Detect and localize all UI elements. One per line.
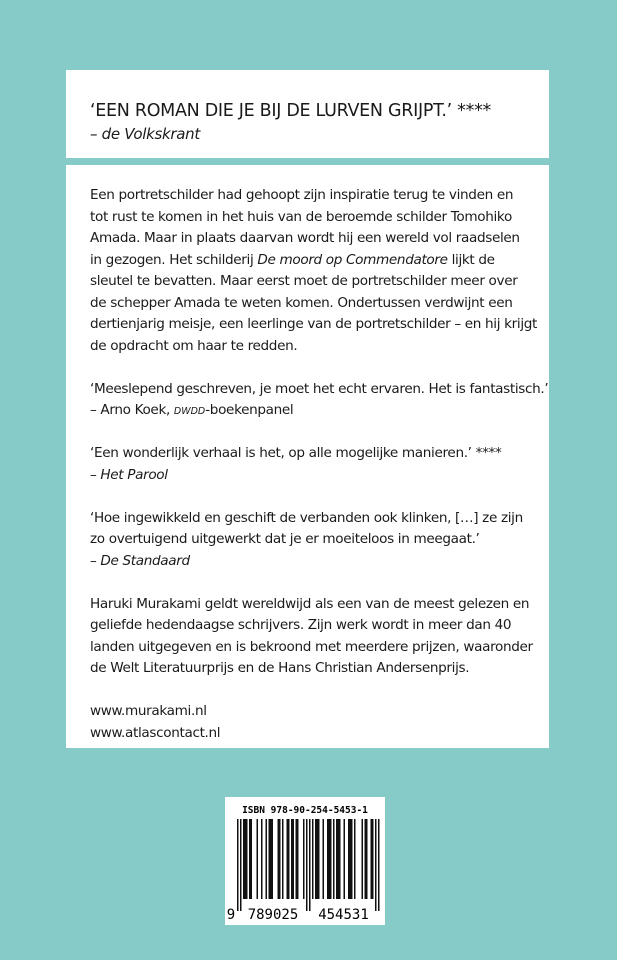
text-segment: ‘Een wonderlijk verhaal is het, op alle mogelijke manieren.’ **** [90,445,502,461]
text-line [90,529,548,551]
blurb-panel [66,165,549,748]
text-line [90,314,548,336]
barcode-bar [333,819,335,899]
barcode-bar [312,819,314,899]
text-segment: Amada. Maar in plaats daarvan wordt hij een wereld vol raadselen [90,230,520,246]
barcode-bar [261,819,263,899]
barcode-bar [365,819,367,899]
blurb-text [90,185,548,744]
barcode-bar [323,819,325,899]
barcode-bar [338,819,340,899]
barcode-bar [278,819,280,899]
barcode-bar [237,819,239,911]
text-segment: ‘Meeslepend geschreven, je moet het echt ervaren. Het is fantastisch.’ [90,380,549,397]
headline-source: – de Volkskrant [90,125,200,143]
text-segment: Het Parool [100,466,168,483]
barcode-bar [317,819,319,899]
barcode-bar [348,819,350,899]
isbn-label: ISBN 978-90-254-5453-1 [242,805,368,816]
text-segment: dertienjarig meisje, een leerlinge van de portretschilder – en hij krijgt [90,316,538,332]
barcode-bar [339,819,341,899]
barcode-bar [315,819,317,899]
text-line [90,443,548,465]
text-segment: de opdracht om haar te redden. [90,337,298,354]
barcode-bar [351,819,353,899]
text-segment: De moord op Commendatore [257,251,448,268]
text-segment: Haruki Murakami geldt wereldwijd als een van de meest gelezen en [90,595,530,612]
text-segment: ‘Hoe ingewikkeld en geschift de verbanden ook klinken, […] ze zijn [90,509,523,526]
blank-line [90,357,548,379]
website-link[interactable]: www.atlascontact.nl [90,724,221,741]
barcode-bar [240,819,242,911]
text-line [90,250,548,272]
barcode-bar [296,819,298,899]
barcode-bar [329,819,331,899]
barcode-bar [282,819,284,899]
text-segment: de Welt Literatuurprijs en de Hans Christian Andersenprijs. [90,660,470,676]
barcode-bar [270,819,272,899]
barcode-digits: 9 [226,907,236,923]
blank-line [90,486,548,508]
barcode-bar [297,819,299,899]
barcode-digits: 454531 [318,907,369,923]
text-segment: – [90,466,101,483]
barcode-bar [330,819,332,899]
barcode-bar [288,819,290,899]
barcode-bar [243,819,245,899]
barcode-bar [306,819,308,911]
text-segment: sleutel te bevatten. Maar eerst moet de portretschilder meer over [90,273,518,289]
barcode-bar [354,819,356,899]
barcode-bar [309,819,311,911]
text-segment: -boekenpanel [205,402,294,418]
text-segment: landen uitgegeven en is bekroond met meerdere prijzen, waaronder [90,638,533,655]
barcode-bar [366,819,368,899]
text-line [90,701,548,723]
blank-line [90,422,548,444]
text-segment: De Standaard [100,552,190,569]
text-line [90,400,548,422]
barcode-bar [375,819,377,911]
text-line [90,615,548,637]
text-segment: – Arno Koek, [90,402,174,418]
barcode-bar [291,819,293,899]
barcode-bar [246,819,248,899]
text-line [90,465,548,487]
barcode-bar [372,819,374,899]
text-line [90,228,548,250]
isbn-barcode [225,797,385,925]
text-segment: de schepper Amada te weten komen. Ondertussen verdwijnt een [90,294,513,311]
text-segment: geliefde hedendaagse schrijvers. Zijn werk wordt in meer dan 40 [90,617,512,633]
barcode-bar [279,819,281,899]
text-segment: in gezogen. Het schilderij [90,251,258,268]
text-segment: DWDD [173,406,206,417]
review-header-panel [66,70,549,158]
barcode-bar [336,819,338,899]
text-line [90,551,548,573]
website-link[interactable]: www.murakami.nl [90,703,207,719]
text-line [90,271,548,293]
text-segment: Een portretschilder had gehoopt zijn inspiratie terug te vinden en [90,187,514,203]
barcode-bar [293,819,295,899]
barcode-bar [272,819,274,899]
text-segment: – [90,552,101,569]
barcode-bar [303,819,305,899]
barcode-bar [371,819,373,899]
text-line [90,594,548,616]
text-line [90,658,548,680]
text-line [90,293,548,315]
text-line [90,336,548,358]
text-segment: tot rust te komen in het huis van de beroemde schilder Tomohiko [90,208,512,225]
barcode-bar [251,819,253,899]
blank-line [90,572,548,594]
barcode-bar [266,819,268,899]
barcode-bar [327,819,329,899]
barcode-bar [318,819,320,899]
barcode-bar [245,819,247,899]
barcode-bar [249,819,251,899]
headline-quote: ‘EEN ROMAN DIE JE BIJ DE LURVEN GRIJPT.’ **** [90,101,491,121]
text-segment: lijkt de [447,251,495,268]
text-line [90,185,548,207]
text-line [90,637,548,659]
barcode-digits: 789025 [247,907,299,923]
text-segment: zo overtuigend uitgewerkt dat je er moeiteloos in meegaat.’ [90,531,480,547]
barcode-bar [350,819,352,899]
barcode-bar [269,819,271,899]
barcode-bar [287,819,289,899]
text-line [90,379,548,401]
text-line [90,723,548,745]
barcode-graphic [225,797,385,925]
text-line [90,207,548,229]
barcode-bar [362,819,364,899]
barcode-bar [257,819,259,899]
barcode-bar [344,819,346,899]
blank-line [90,680,548,702]
text-line [90,508,548,530]
barcode-bar [378,819,380,911]
